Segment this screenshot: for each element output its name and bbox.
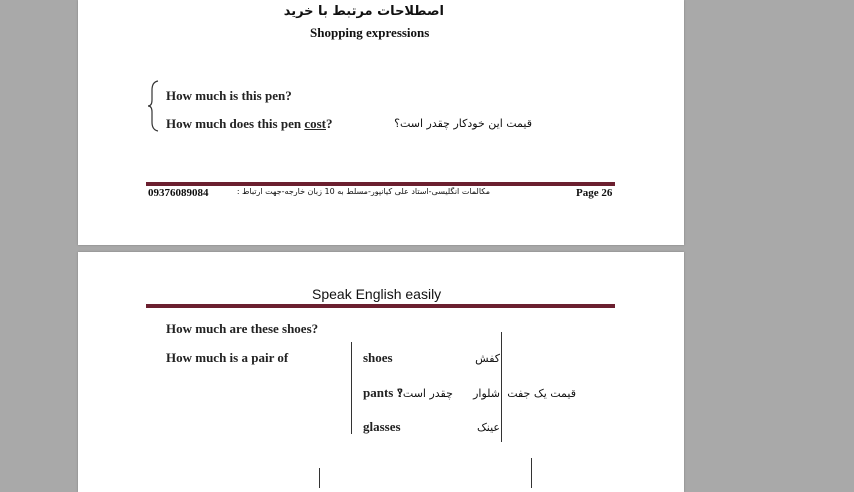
right-text-price-of-a-pair: قیمت یک جفت [507,387,576,400]
item-en-glasses: glasses [363,419,401,434]
footer-rule [146,182,615,186]
keyword-cost: cost [304,116,326,131]
curly-brace-icon [148,80,160,132]
item-en-pants: pants ? [363,385,404,400]
document-page-27 [78,252,684,492]
persian-translation-pen-cost: قیمت این خودکار چقدر است؟ [394,117,532,130]
table-divider-right [501,332,502,442]
bottom-table-line-left [319,468,320,488]
footer-phone: 09376089084 [148,187,209,199]
page-title-english: Shopping expressions [310,25,430,40]
item-fa-pants: شلوار [473,387,500,400]
bottom-table-line-right [531,458,532,488]
phrase-how-much-is-this-pen: How much is this pen? [166,88,292,103]
footer-page-number: Page 26 [576,187,613,199]
phrase-how-much-does-this-pen-cost [166,116,333,132]
phrase-suffix: ? [326,116,333,131]
phrase-how-much-are-these-shoes: How much are these shoes? [166,321,319,336]
middle-text-how-much: چقدر است؟ [397,387,453,400]
phrase-prefix: How much does this pen [166,116,305,131]
document-page-26 [78,0,684,245]
page-header: Speak English easily [312,286,442,302]
page-title-persian: اصطلاحات مرتبط با خرید [283,4,444,19]
item-en-shoes: shoes [363,350,393,365]
footer-text-persian: مکالمات انگلیسی-استاد علی کیانپور-مسلط به 10 زبان خارجه-جهت ارتباط : [236,187,490,196]
header-rule [146,304,615,308]
item-fa-shoes: کفش [475,352,500,365]
item-fa-glasses: عینک [476,421,500,434]
phrase-how-much-is-a-pair-of: How much is a pair of [166,350,289,365]
table-divider-left [351,342,352,434]
